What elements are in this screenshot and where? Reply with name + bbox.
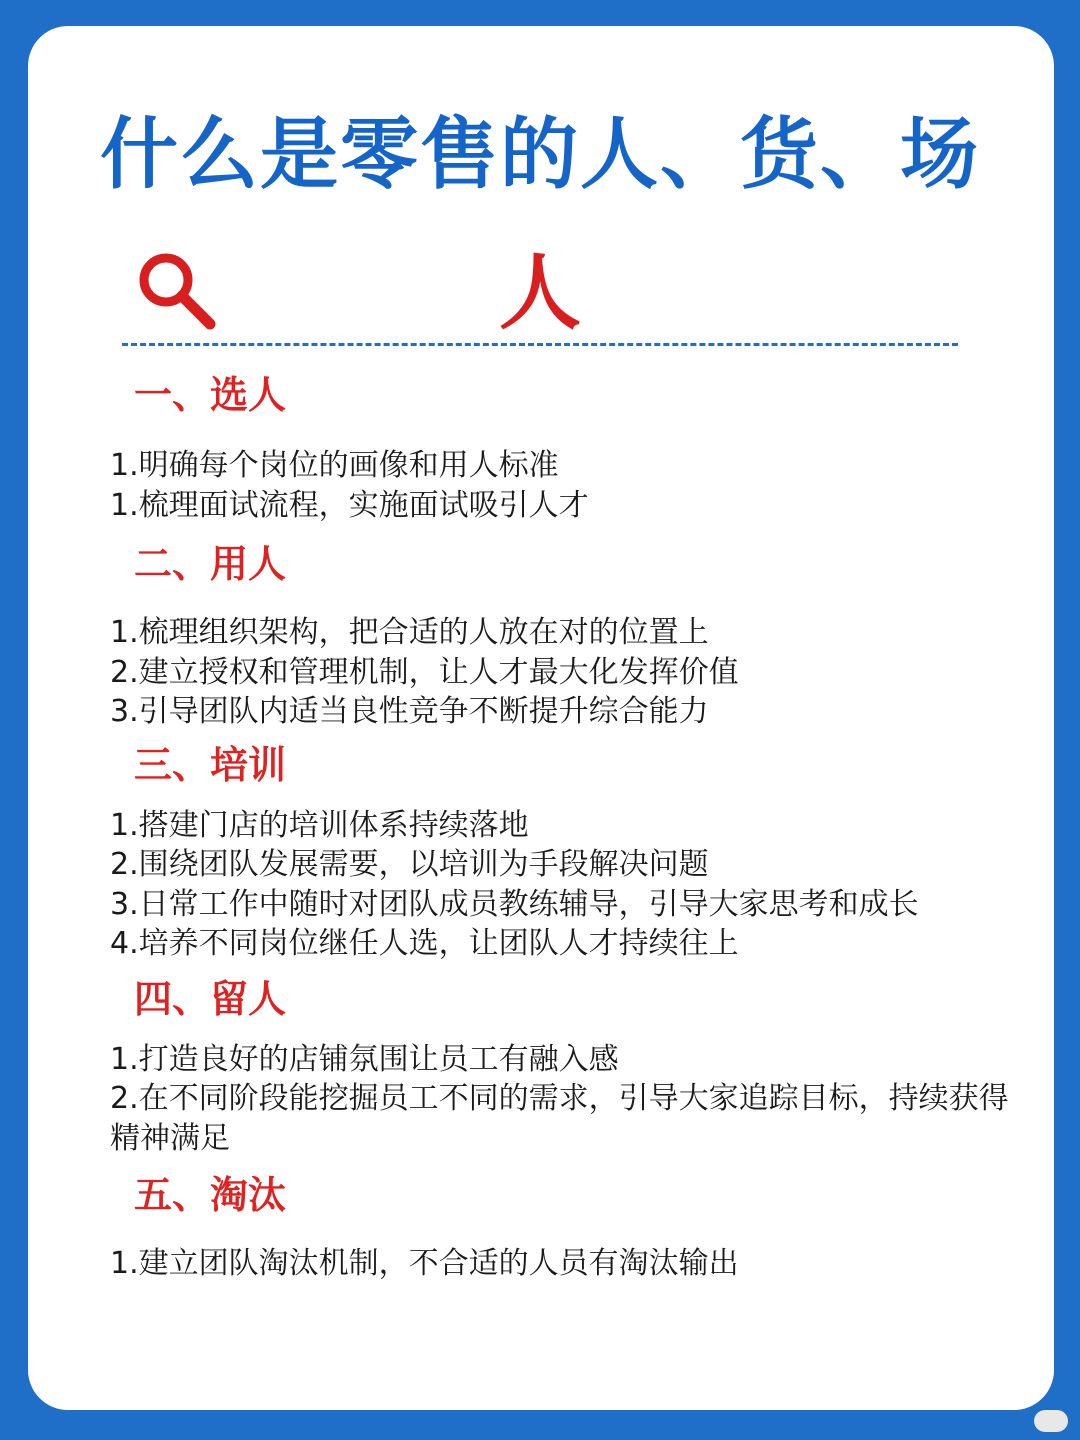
- list-item: 4.培养不同岗位继任人选，让团队人才持续往上: [110, 926, 739, 961]
- list-item: 1.打造良好的店铺氛围让员工有融入感: [110, 1041, 619, 1077]
- section-heading: 五、淘汰: [134, 1173, 287, 1217]
- list-item: 2.围绕团队发展需要，以培训为手段解决问题: [110, 847, 709, 882]
- section-heading: 四、留人: [134, 976, 287, 1021]
- page-title: 什么是零售的人、货、场: [99, 110, 980, 200]
- list-item: 1.明确每个岗位的画像和用人标准: [110, 448, 559, 483]
- section-retain: [110, 974, 1030, 1159]
- section-heading: 二、用人: [134, 542, 287, 586]
- list-item: 3.日常工作中随时对团队成员教练辅导，引导大家思考和成长: [110, 886, 919, 922]
- list-item: 1.建立团队淘汰机制，不合适的人员有淘汰输出: [110, 1246, 739, 1281]
- watermark-badge: [1034, 1410, 1068, 1432]
- section-training: [110, 740, 1030, 964]
- section-heading: 一、选人: [134, 373, 287, 417]
- item-list: [110, 806, 1030, 964]
- subtitle: 人: [498, 246, 581, 341]
- dashed-divider: [122, 343, 958, 346]
- sections-container: [110, 370, 1030, 1284]
- item-list: [110, 1244, 1030, 1284]
- section-select: [110, 370, 1030, 525]
- item-list: [110, 613, 1030, 732]
- list-item: 2.建立授权和管理机制，让人才最大化发挥价值: [110, 654, 739, 690]
- list-item: 2.在不同阶段能挖掘员工不同的需求，引导大家追踪目标，持续获得精神满足: [110, 1081, 1009, 1156]
- list-item: 1.搭建门店的培训体系持续落地: [110, 807, 529, 843]
- section-use: [110, 539, 1030, 732]
- list-item: 1.梳理面试流程，实施面试吸引人才: [110, 487, 589, 523]
- magnifier-icon: [136, 250, 218, 332]
- item-list: [110, 1040, 1030, 1159]
- list-item: 3.引导团队内适当良性竞争不断提升综合能力: [110, 694, 709, 729]
- list-item: 1.梳理组织架构，把合适的人放在对的位置上: [110, 615, 709, 650]
- item-list: [110, 446, 1030, 525]
- section-eliminate: [110, 1170, 1030, 1284]
- section-heading: 三、培训: [134, 742, 287, 787]
